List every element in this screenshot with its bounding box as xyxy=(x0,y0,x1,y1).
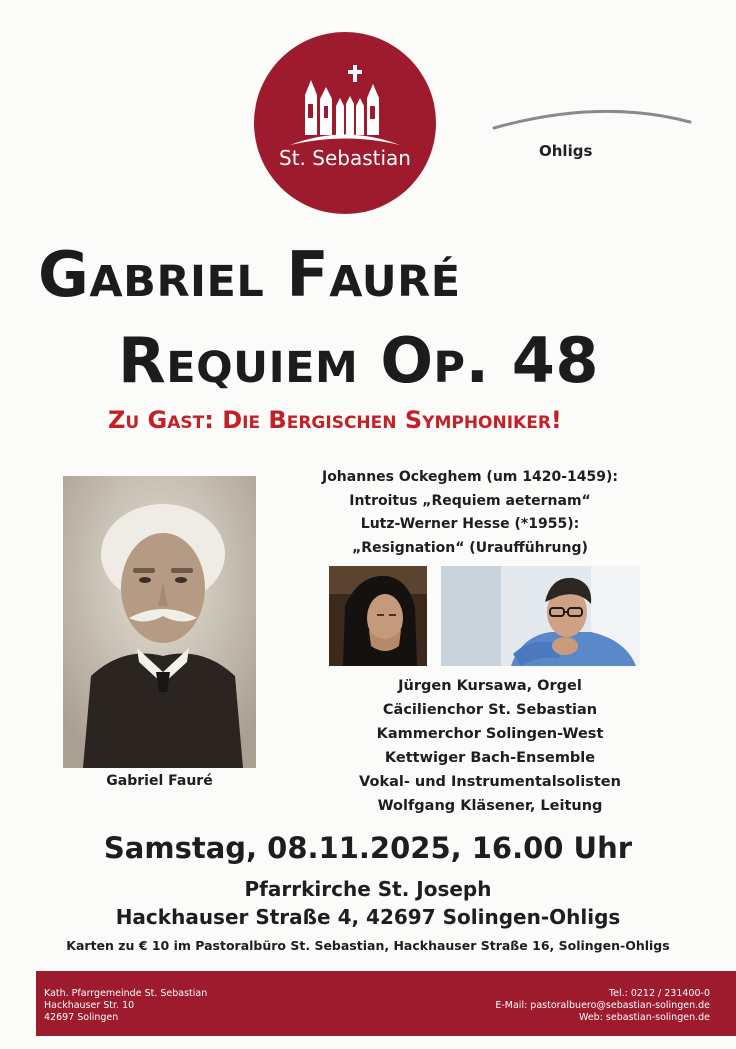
title-work: Requiem Op. 48 xyxy=(118,324,599,397)
footer-line: Hackhauser Str. 10 xyxy=(44,1000,135,1011)
footer-address xyxy=(44,988,207,1024)
event-date: Samstag, 08.11.2025, 16.00 Uhr xyxy=(103,831,633,865)
performer-line: Kettwiger Bach-Ensemble xyxy=(384,750,596,766)
event-venue: Pfarrkirche St. Joseph xyxy=(244,877,492,901)
program-line: „Resignation“ (Uraufführung) xyxy=(352,539,588,556)
ticket-info: Karten zu € 10 im Pastoralbüro St. Sebastian, Hackhauser Straße 16, Solingen-Ohligs xyxy=(66,938,670,953)
logo-subtitle: Ohligs xyxy=(539,142,593,160)
ockeghem-painting xyxy=(329,566,427,666)
church-skyline-icon xyxy=(254,32,436,214)
hesse-photo xyxy=(441,566,640,666)
performers-list xyxy=(300,674,680,818)
footer-line: 42697 Solingen xyxy=(44,1012,119,1023)
footer-line: Kath. Pfarrgemeinde St. Sebastian xyxy=(44,988,208,999)
performer-line: Wolfgang Kläsener, Leitung xyxy=(377,798,603,814)
program-list xyxy=(300,466,640,560)
footer-phone: Tel.: 0212 / 231400-0 xyxy=(608,988,710,999)
decorative-arc xyxy=(490,100,695,140)
program-line: Introitus „Requiem aeternam“ xyxy=(349,492,591,509)
performer-line: Kammerchor Solingen-West xyxy=(376,726,604,742)
logo-badge xyxy=(254,32,436,214)
portrait-photo xyxy=(63,476,256,768)
event-address: Hackhauser Straße 4, 42697 Solingen-Ohligs xyxy=(115,905,621,929)
program-line: Lutz-Werner Hesse (*1955): xyxy=(360,516,580,532)
performer-line: Jürgen Kursawa, Orgel xyxy=(398,678,582,694)
footer-contact xyxy=(495,988,710,1024)
title-composer: Gabriel Fauré xyxy=(38,238,461,311)
logo-name: St. Sebastian xyxy=(279,146,411,170)
footer-email: E-Mail: pastoralbuero@sebastian-solingen.de xyxy=(495,1000,710,1011)
footer-bar xyxy=(36,971,736,1036)
portrait-caption: Gabriel Fauré xyxy=(106,773,213,789)
program-line: Johannes Ockeghem (um 1420-1459): xyxy=(321,469,619,485)
footer-web: Web: sebastian-solingen.de xyxy=(578,1012,710,1023)
guest-announcement: Zu Gast: Die Bergischen Symphoniker! xyxy=(108,406,562,434)
performer-line: Vokal- und Instrumentalsolisten xyxy=(359,774,621,790)
performer-line: Cäcilienchor St. Sebastian xyxy=(382,702,598,718)
